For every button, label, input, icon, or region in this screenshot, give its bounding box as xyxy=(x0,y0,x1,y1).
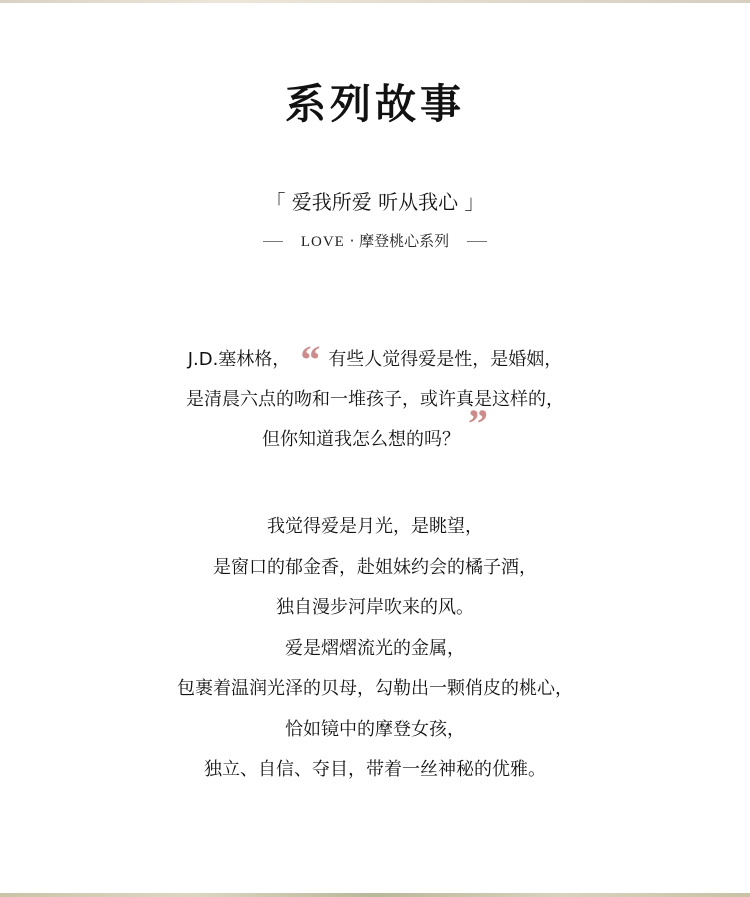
quote-text: 有些人觉得爱是性，是婚姻， xyxy=(328,349,563,370)
poem-line: 包裹着温润光泽的贝母，勾勒出一颗俏皮的桃心， xyxy=(177,678,573,699)
right-dash-divider xyxy=(467,241,487,242)
poem-line: 爱是熠熠流光的金属， xyxy=(285,637,465,659)
page-title: 系列故事 xyxy=(285,80,465,128)
quote-line xyxy=(0,337,750,382)
series-cn-label: · 摩登桃心系列 xyxy=(344,232,450,250)
bottom-edge-strip xyxy=(0,893,750,897)
series-subtitle xyxy=(0,230,750,253)
salinger-quote xyxy=(0,337,750,460)
quote-text: 但你知道我怎么想的吗？ xyxy=(262,429,460,450)
open-quote-icon: “ xyxy=(300,337,321,382)
top-edge-strip xyxy=(0,0,750,3)
poem-line: 我觉得爱是月光，是眺望， xyxy=(267,516,483,537)
story-poem xyxy=(0,507,750,791)
poem-line: 是窗口的郁金香，赴姐妹约会的橘子酒， xyxy=(213,556,537,578)
left-dash-divider xyxy=(263,241,283,242)
poem-line: 恰如镜中的摩登女孩， xyxy=(285,718,465,740)
slogan: 「 爱我所爱 听从我心 」 xyxy=(265,190,485,214)
poem-line: 独立、自信、夺目，带着一丝神秘的优雅。 xyxy=(204,759,546,780)
quote-line xyxy=(0,401,750,460)
quote-author: J.D.塞林格， xyxy=(187,349,291,370)
poem-line: 独自漫步河岸吹来的风。 xyxy=(276,597,474,618)
series-latin-label: LOVE xyxy=(300,234,345,250)
close-quote-icon: ” xyxy=(468,401,488,446)
quote-line: 是清晨六点的吻和一堆孩子，或许真是这样的， xyxy=(186,389,564,410)
